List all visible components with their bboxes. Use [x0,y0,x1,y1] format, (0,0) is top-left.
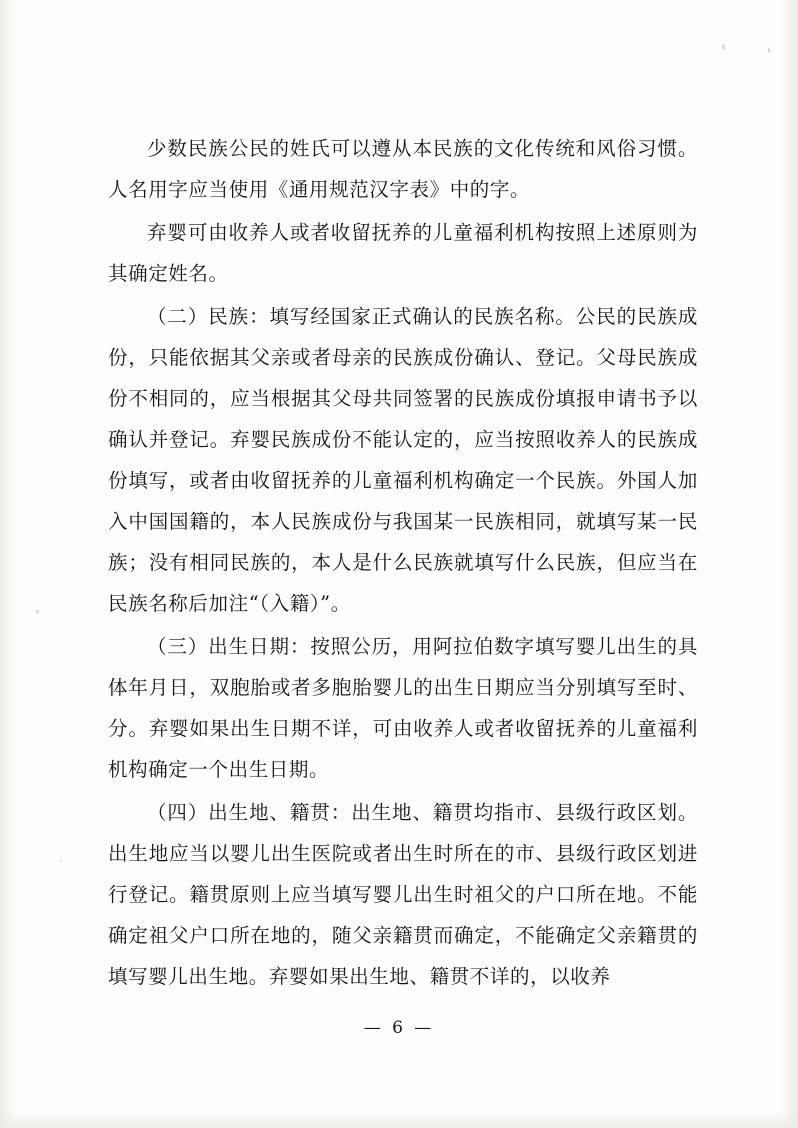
scan-speck [36,610,39,613]
paragraph: （三）出生日期：按照公历，用阿拉伯数字填写婴儿出生的具体年月日，双胞胎或者多胞胎婴儿的出生日期应当分别填写至时、分。弃婴如果出生日期不详，可由收养人或者收留抚养的儿童福利机构确定一个出生日期。 [108,635,698,781]
document-body [108,128,698,999]
scan-edge-right [782,0,798,1128]
page-number: — 6 — [363,1018,435,1038]
scan-edge-bottom [0,1110,798,1128]
scan-speck [60,860,62,862]
paragraph: （四）出生地、籍贯：出生地、籍贯均指市、县级行政区划。出生地应当以婴儿出生医院或者出生时所在的市、县级行政区划进行登记。籍贯原则上应当填写婴儿出生时祖父的户口所在地。不能确定祖父户口所在地的，随父亲籍贯而确定，不能确定父亲籍贯的填写婴儿出生地。弃婴如果出生地、籍贯不详的，以收养 [108,801,698,988]
scan-edge-left [0,0,14,1128]
paragraph: 少数民族公民的姓氏可以遵从本民族的文化传统和风俗习惯。人名用字应当使用《通用规范汉字表》中的字。 [108,137,698,201]
paragraph: 弃婴可由收养人或者收留抚养的儿童福利机构按照上述原则为其确定姓名。 [108,221,698,285]
scan-speck [722,44,725,50]
scan-speck [768,48,770,53]
paragraph: （二）民族：填写经国家正式确认的民族名称。公民的民族成份，只能依据其父亲或者母亲的民族成份确认、登记。父母民族成份不相同的，应当根据其父母共同签署的民族成份填报申请书予以确认并登记。弃婴民族成份不能认定的，应当按照收养人的民族成份填写，或者由收留抚养的儿童福利机构确定一个民族。外国人加入中国国籍的，本人民族成份与我国某一民族相同，就填写某一民族；没有相同民族的，本人是什么民族就填写什么民族，但应当在民族名称后加注“（入籍）”。 [108,305,698,615]
